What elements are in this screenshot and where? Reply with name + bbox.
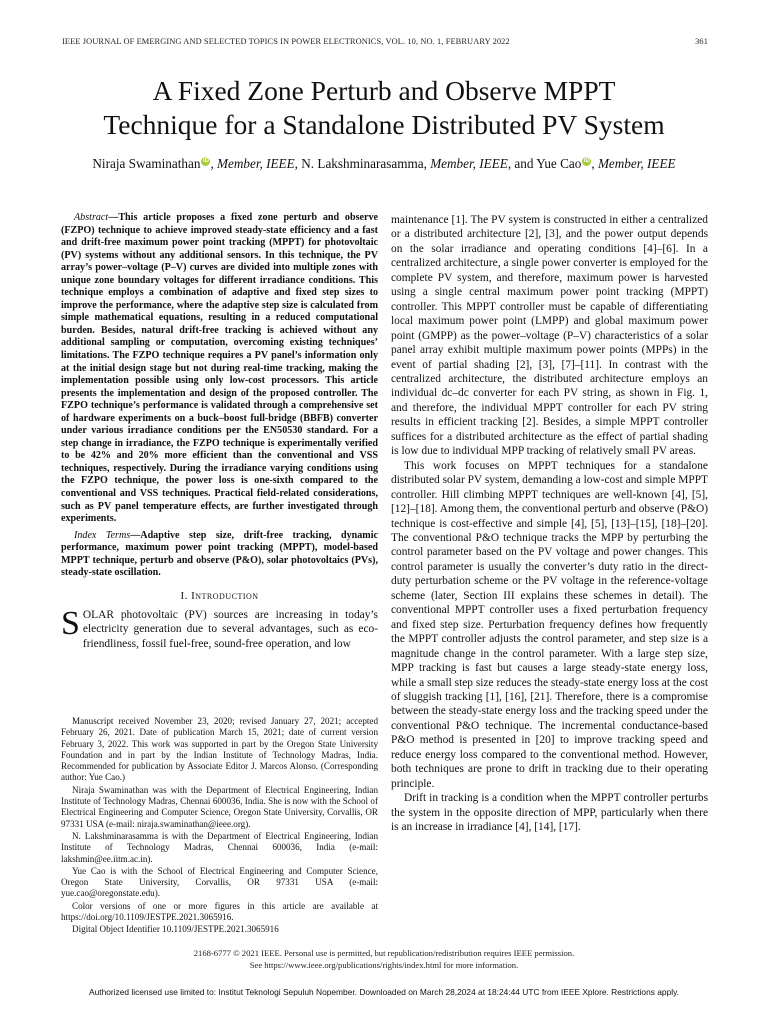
left-column [61, 212, 378, 651]
author-3-role: Member, IEEE [597, 156, 676, 171]
intro-paragraph [61, 604, 378, 651]
footnote-author-2: N. Lakshminarasamma is with the Department of Electrical Engineering, Indian Institute of Technology Madras, Chennai 600036, India (e-mail: lakshmin@ee.iitm.ac.in). [61, 830, 378, 864]
author-2-name: N. Lakshminarasamma [301, 156, 424, 171]
journal-name: IEEE JOURNAL OF EMERGING AND SELECTED TOPICS IN POWER ELECTRONICS, VOL. 10, NO. 1, FEBRUARY 2022 [62, 37, 510, 46]
section-numeral: I. [180, 589, 188, 602]
orcid-icon[interactable]: iD [583, 158, 590, 164]
body-paragraph: This work focuses on MPPT techniques for a standalone distributed solar PV system, demanding a low-cost and simple MPPT controller. Hill climbing MPPT techniques are well-known [4], [5], [12]–[18]. Among them, the conventional perturb and observe (P&O) technique is cost-effective and simple [4], [5], [13]–[15], [18]–[20]. The conventional P&O technique tracks the MPP by perturbing the control parameter based on the PV voltage and power changes. This control parameter is usually the converter’s duty ratio in the direct-duty perturbation scheme or the PV voltage in the reference-voltage scheme (later, Section III explains these schemes in detail). The conventional MPPT controller uses a fixed perturbation frequency and fixed step size. Perturbation frequency defines how frequently the MPPT controller adjusts the control parameter, and step size is a magnitude change in the control parameter. With a large step size, MPP tracking is fast but causes a large steady-state energy loss, while a small step size reduces the steady-state energy loss at the cost of sluggish tracking [1], [16], [21]. Therefore, there is a compromise between the steady-state energy loss and the tracking speed under the conventional P&O technique. The incremental conductance-based P&O method is presented in [20] to improve tracking speed and reduce energy loss compared to the conventional method. However, both techniques are prone to drift in tracking due to their operating principle. [391, 459, 708, 790]
footnote-color-figures: Color versions of one or more figures in this article are available at https://doi.org/10.1109/JESTPE.2021.3065916. [61, 900, 378, 923]
body-paragraph: maintenance [1]. The PV system is constructed in either a centralized or a distributed architecture [2], [3], and the power output depends on the solar irradiance and operating conditions [4]–[6]. In a centralized architecture, a single power converter is employed for the complete PV system, and therefore, maximum power is harvested using a single central maximum power point tracking (MPPT) controller. This MPPT controller must be capable of differentiating local maximum power point (LMPP) and global maximum power point (GMPP) as the power–voltage (P–V) characteristics of a solar panel array exhibit multiple maximum power points (MPPs) in the event of partial shading [2], [3], [7]–[11]. In contrast with the centralized architecture, the distributed architecture employs an individual dc–dc converter for each PV string, as shown in Fig. 1, and therefore, the individual MPPT controller for each PV string results in efficient tracking [2]. Besides, a simple MPPT controller suffices for a distributed architecture as the effect of partial shading is low due to individual MPP tracking of relatively small PV areas. [391, 214, 708, 458]
index-terms: Index Terms—Adaptive step size, drift-free tracking, dynamic performance, maximum power point tracking (MPPT), model-based MPPT technique, perturb and observe (P&O), solar photovoltaics (PVs), steady-state oscillation. [61, 529, 378, 579]
author-list: Niraja Swaminathan iD , Member, IEEE, N. Lakshminarasamma, Member, IEEE, and Yue Cao iD , Member, IEEE [92, 156, 676, 171]
abstract-lead: Abstract [74, 212, 109, 223]
copyright-line-2: See https://www.ieee.org/publications/rights/index.html for more information. [249, 959, 519, 970]
abstract-text: This article proposes a fixed zone perturb and observe (FZPO) technique to achieve improved steady-state efficiency and a fast and drift-free maximum power point tracking (MPPT) for photovoltaic (PV) systems without any additional sensors. In this technique, the PV array’s power–voltage (P–V) curves are divided into multiple zones with unique zone boundary voltages for different irradiance conditions. This technique employs a combination of adaptive and fixed step sizes to improve the performance, where the adaptive step size is calculated from simple mathematical equations, resulting in a reduced computational burden. Besides, natural drift-free tracking is achieved without any additional sampling or computation, overcoming existing techniques’ limitations. The FZPO technique requires a PV panel’s information only at the initial design stage but not during real-time tracking, making the implementation possible using only low-cost processors. This article presents the implementation and design of the proposed controller. The FZPO technique’s performance is validated through a comprehensive set of hardware experiments on a buck–boost full-bridge (BBFB) converter under various irradiance conditions per the EN50530 standard. For a step change in irradiance, the FZPO technique is experimentally verified to be 42% and 20% more efficient than the conventional and VSS techniques, respectively. During the irradiance varying conditions using the FZPO technique, the power loss is one-sixth compared to the conventional and VSS techniques. Practical field-related considerations, such as PV panel temperature effects, are further investigated through experiments. [61, 212, 378, 525]
index-terms-text: Adaptive step size, drift-free tracking, dynamic performance, maximum power point tracking (MPPT), model-based MPPT technique, perturb and observe (P&O), solar photovoltaics (PVs), steady-state oscillation. [61, 529, 378, 579]
author-conjunction: , and [507, 156, 537, 171]
paper-title [0, 74, 768, 142]
intro-first-word: OLAR [82, 608, 114, 621]
footnote-author-3: Yue Cao is with the School of Electrical Engineering and Computer Science, Oregon State University, Corvallis, OR 97331 USA (e-mail: yue.cao@oregonstate.edu). [61, 865, 378, 899]
copyright-notice [0, 948, 768, 971]
drop-cap: S [61, 604, 80, 642]
body-paragraph: Drift in tracking is a condition when the MPPT controller perturbs the system in the opposite direction of MPP, particularly when there is an increase in irradiance [4], [14], [17]. [391, 792, 708, 834]
section-title: Introduction [191, 589, 259, 602]
footnote-doi: Digital Object Identifier 10.1109/JESTPE.2021.3065916 [72, 924, 279, 935]
footnotes [61, 716, 378, 937]
author-1-name: Niraja Swaminathan [92, 156, 201, 171]
intro-text: photovoltaic (PV) sources are increasing in today’s electricity generation due to several advantages, such as eco-friendliness, fossil fuel-free, sound-free operation, and low [82, 608, 378, 650]
author-2-role: Member, IEEE [430, 156, 508, 171]
title-line-1: A Fixed Zone Perturb and Observe MPPT [152, 75, 616, 106]
license-note: Authorized licensed use limited to: Institut Teknologi Sepuluh Nopember. Downloaded on March 28,2024 at 18:24:44 UTC from IEEE Xplore. Restrictions apply. [89, 987, 679, 997]
copyright-line-1: 2168-6777 © 2021 IEEE. Personal use is permitted, but republication/redistribution requires IEEE permission. [193, 948, 575, 958]
footnote-author-1: Niraja Swaminathan was with the Department of Electrical Engineering, Indian Institute of Technology Madras, Chennai 600036, India. She is now with the School of Electrical Engineering and Computer Science, Oregon State University, Corvallis, OR 97331 USA (e-mail: niraja.swaminathan@ieee.org). [61, 784, 378, 829]
right-column [391, 213, 708, 834]
orcid-icon[interactable]: iD [202, 158, 209, 164]
page-number: 361 [695, 37, 708, 46]
section-heading [61, 590, 378, 603]
author-3-name: Yue Cao [536, 156, 582, 171]
footnote-manuscript: Manuscript received November 23, 2020; revised January 27, 2021; accepted February 26, 2021. Date of publication March 15, 2021; date of current version February 3, 2022. This work was supported in part by the Oregon State University Foundation and in part by the Indian Institute of Technology Madras, India. Recommended for publication by Associate Editor J. Marcos Alonso. (Corresponding author: Yue Cao.) [61, 716, 378, 783]
author-1-role: Member, IEEE [217, 156, 295, 171]
title-line-2: Technique for a Standalone Distributed PV System [103, 109, 665, 140]
index-terms-lead: Index Terms [74, 529, 131, 541]
running-head [62, 37, 708, 51]
abstract: Abstract—This article proposes a fixed zone perturb and observe (FZPO) technique to achieve improved steady-state efficiency and a fast and drift-free maximum power point tracking (MPPT) for photovoltaic (PV) systems without any additional sensors. In this technique, the PV array’s power–voltage (P–V) curves are divided into multiple zones with unique zone boundary voltages for different irradiance conditions. This technique employs a combination of adaptive and fixed step sizes to improve the performance, where the adaptive step size is calculated from simple mathematical equations, resulting in a reduced computational burden. Besides, natural drift-free tracking is achieved without any additional sampling or computation, overcoming existing techniques’ limitations. The FZPO technique requires a PV panel’s information only at the initial design stage but not during real-time tracking, making the implementation possible using only low-cost processors. This article presents the implementation and design of the proposed controller. The FZPO technique’s performance is validated through a comprehensive set of hardware experiments on a buck–boost full-bridge (BBFB) converter under various irradiance conditions per the EN50530 standard. For a step change in irradiance, the FZPO technique is experimentally verified to be 42% and 20% more efficient than the conventional and VSS techniques, respectively. During the irradiance varying conditions using the FZPO technique, the power loss is one-sixth compared to the conventional and VSS techniques. Practical field-related considerations, such as PV panel temperature effects, are further investigated through experiments. [61, 212, 378, 525]
